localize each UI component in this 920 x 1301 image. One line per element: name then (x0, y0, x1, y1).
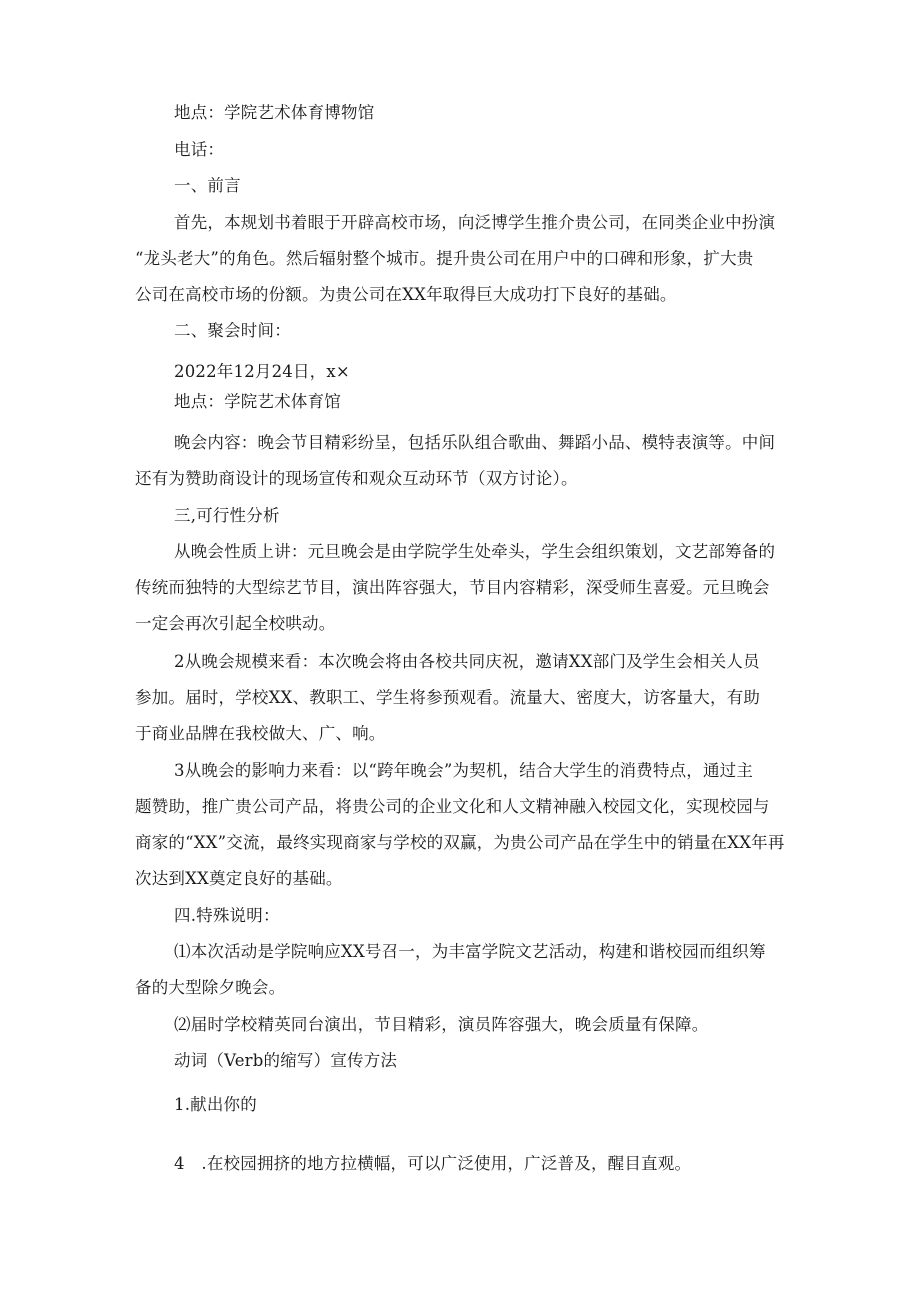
section-5-heading: 动词（Verb的缩写）宣传方法 (174, 1051, 398, 1070)
scale-line-1: 2从晚会规模来看：本次晚会将由各校共同庆祝，邀请XX部门及学生会相关人员 (174, 652, 760, 671)
nature-line-3: 一定会再次引起全校哄动。 (135, 614, 336, 633)
note-1-line-2: 备的大型除夕晚会。 (135, 978, 286, 997)
method-4-line: 4 .在校园拥挤的地方拉横幅，可以广泛使用，广泛普及，醒目直观。 (174, 1154, 692, 1173)
phone-line: 电话： (174, 140, 225, 159)
influence-line-1: 3从晚会的影响力来看：以“跨年晚会”为契机，结合大学生的消费特点，通过主 (174, 761, 754, 780)
preface-line-2: “龙头老大”的角色。然后辐射整个城市。提升贵公司在用户中的口碑和形象，扩大贵 (135, 249, 754, 268)
scale-line-3: 于商业品牌在我校做大、广、响。 (135, 724, 386, 743)
influence-line-2: 题赞助，推广贵公司产品，将贵公司的企业文化和人文精神融入校园文化，实现校园与 (135, 797, 770, 816)
section-1-heading: 一、前言 (174, 176, 241, 195)
section-3-heading: 三,可行性分析 (174, 506, 280, 525)
nature-line-1: 从晚会性质上讲：元旦晚会是由学院学生处牵头，学生会组织策划，文艺部筹备的 (174, 542, 776, 561)
content-line-2: 还有为赞助商设计的现场宣传和观众互动环节（双方讨论）。 (135, 469, 578, 488)
method-1-line: 1.献出你的 (174, 1095, 257, 1114)
note-2-line: ⑵届时学校精英同台演出，节目精彩，演员阵容强大，晚会质量有保障。 (174, 1015, 709, 1034)
content-line-1: 晚会内容：晚会节目精彩纷呈，包括乐队组合歌曲、舞蹈小品、模特表演等。中间 (174, 433, 776, 452)
note-1-line-1: ⑴本次活动是学院响应XX号召一，为丰富学院文艺活动，构建和谐校园而组织筹 (174, 942, 766, 961)
preface-line-3: 公司在高校市场的份额。为贵公司在XX年取得巨大成功打下良好的基础。 (135, 285, 677, 304)
location-museum-line: 地点：学院艺术体育博物馆 (174, 103, 375, 122)
influence-line-4: 次达到XX奠定良好的基础。 (135, 869, 343, 888)
scale-line-2: 参加。届时，学校XX、教职工、学生将参预观看。流量大、密度大，访客量大，有助 (135, 688, 761, 707)
section-2-heading: 二、聚会时间： (174, 321, 291, 340)
section-4-heading: 四.特殊说明： (174, 906, 280, 925)
preface-line-1: 首先，本规划书着眼于开辟高校市场，向泛博学生推介贵公司，在同类企业中扮演 (174, 213, 776, 232)
location-gym-line: 地点：学院艺术体育馆 (174, 392, 341, 411)
influence-line-3: 商家的“XX”交流，最终实现商家与学校的双赢，为贵公司产品在学生中的销量在XX年再 (135, 833, 785, 852)
nature-line-2: 传统而独特的大型综艺节目，演出阵容强大，节目内容精彩，深受师生喜爱。元旦晚会 (135, 578, 770, 597)
event-date-line: 2022年12月24日，x× (174, 362, 350, 381)
